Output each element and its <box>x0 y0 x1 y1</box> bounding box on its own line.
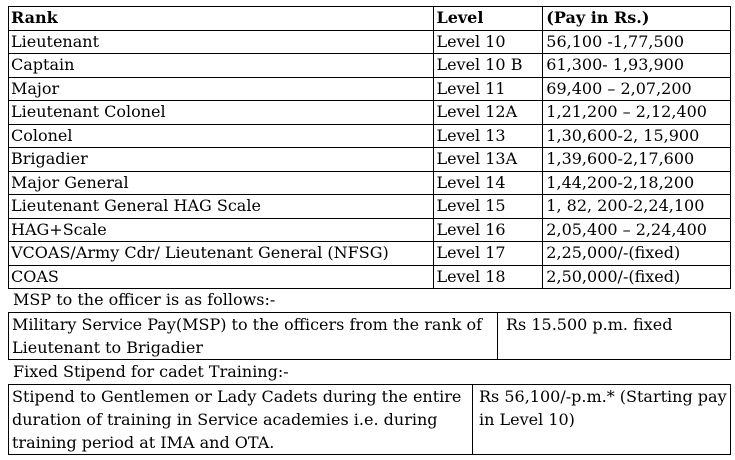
stipend-description: Stipend to Gentlemen or Lady Cadets during the entire duration of training in Service academies i.e. during training period at IMA and OTA. <box>9 385 473 455</box>
stipend-table <box>8 384 731 455</box>
pay-cell: 2,50,000/-(fixed) <box>543 265 731 289</box>
level-cell: Level 10 B <box>434 54 543 78</box>
rank-cell: Lieutenant General HAG Scale <box>9 195 434 219</box>
table-row <box>9 242 731 266</box>
table-row <box>9 54 731 78</box>
level-cell: Level 15 <box>434 195 543 219</box>
msp-description: Military Service Pay(MSP) to the officers from the rank of Lieutenant to Brigadier <box>9 313 498 360</box>
table-row <box>9 30 731 54</box>
header-pay: (Pay in Rs.) <box>543 7 731 31</box>
rank-cell: Lieutenant <box>9 30 434 54</box>
pay-cell: 1,39,600-2,17,600 <box>543 148 731 172</box>
rank-cell: HAG+Scale <box>9 218 434 242</box>
header-rank: Rank <box>9 7 434 31</box>
rank-cell: Brigadier <box>9 148 434 172</box>
rank-cell: Colonel <box>9 124 434 148</box>
pay-table-body <box>9 30 731 289</box>
level-cell: Level 16 <box>434 218 543 242</box>
level-cell: Level 10 <box>434 30 543 54</box>
level-cell: Level 11 <box>434 77 543 101</box>
table-row <box>9 101 731 125</box>
table-row <box>9 195 731 219</box>
table-row <box>9 77 731 101</box>
rank-cell: Major <box>9 77 434 101</box>
stipend-amount: Rs 56,100/-p.m.* (Starting pay in Level 10) <box>473 385 731 455</box>
pay-cell: 61,300- 1,93,900 <box>543 54 731 78</box>
level-cell: Level 12A <box>434 101 543 125</box>
level-cell: Level 18 <box>434 265 543 289</box>
msp-table <box>8 312 731 360</box>
table-row <box>9 148 731 172</box>
rank-cell: Lieutenant Colonel <box>9 101 434 125</box>
table-row <box>9 218 731 242</box>
pay-cell: 69,400 – 2,07,200 <box>543 77 731 101</box>
pay-cell: 1,21,200 – 2,12,400 <box>543 101 731 125</box>
msp-amount: Rs 15.500 p.m. fixed <box>498 313 731 360</box>
pay-table-header-row <box>9 7 731 31</box>
rank-cell: Major General <box>9 171 434 195</box>
rank-cell: Captain <box>9 54 434 78</box>
header-level: Level <box>434 7 543 31</box>
table-row <box>9 171 731 195</box>
stipend-row <box>9 385 731 455</box>
pay-cell: 56,100 -1,77,500 <box>543 30 731 54</box>
table-row <box>9 265 731 289</box>
rank-cell: VCOAS/Army Cdr/ Lieutenant General (NFSG) <box>9 242 434 266</box>
level-cell: Level 14 <box>434 171 543 195</box>
pay-table <box>8 6 731 289</box>
msp-row <box>9 313 731 360</box>
pay-cell: 1,44,200-2,18,200 <box>543 171 731 195</box>
rank-cell: COAS <box>9 265 434 289</box>
pay-cell: 1, 82, 200-2,24,100 <box>543 195 731 219</box>
pay-cell: 2,25,000/-(fixed) <box>543 242 731 266</box>
msp-heading: MSP to the officer is as follows:- <box>13 290 276 309</box>
level-cell: Level 13 <box>434 124 543 148</box>
stipend-heading: Fixed Stipend for cadet Training:- <box>13 362 289 381</box>
pay-cell: 2,05,400 – 2,24,400 <box>543 218 731 242</box>
level-cell: Level 13A <box>434 148 543 172</box>
table-row <box>9 124 731 148</box>
level-cell: Level 17 <box>434 242 543 266</box>
pay-cell: 1,30,600-2, 15,900 <box>543 124 731 148</box>
